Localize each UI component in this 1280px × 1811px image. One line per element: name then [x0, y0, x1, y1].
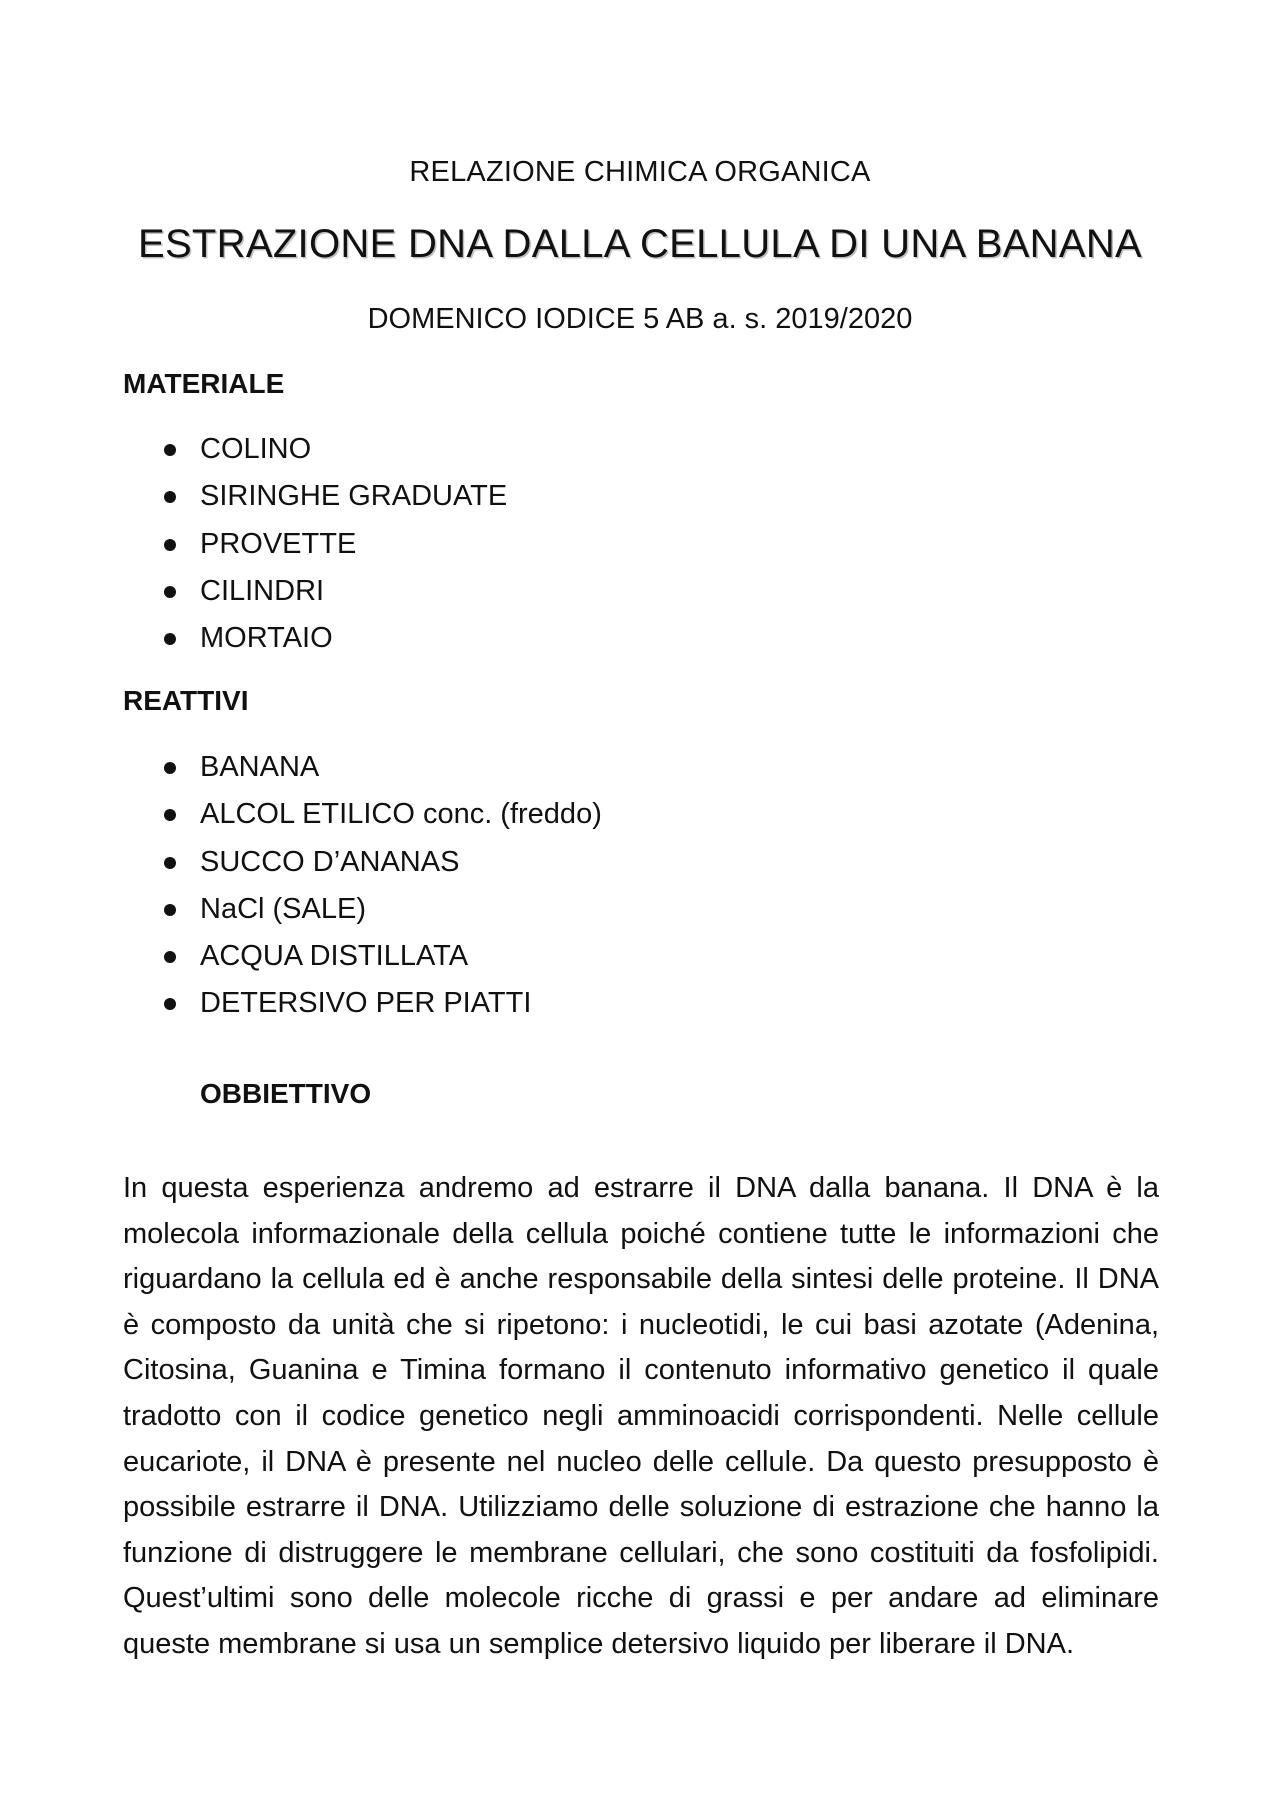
author-line: DOMENICO IODICE 5 AB a. s. 2019/2020 [367, 303, 913, 335]
bullet-icon [164, 857, 176, 869]
bullet-icon [164, 539, 176, 551]
list-item-label: PROVETTE [200, 527, 357, 560]
list-item-label: SUCCO D’ANANAS [200, 845, 460, 878]
bullet-icon [164, 951, 176, 963]
list-item-label: CILINDRI [200, 574, 325, 607]
bullet-icon [164, 444, 176, 456]
bullet-icon [164, 633, 176, 645]
document-title: ESTRAZIONE DNA DALLA CELLULA DI UNA BANANA [137, 222, 1143, 266]
bullet-icon [164, 998, 176, 1010]
list-item-label: COLINO [200, 433, 312, 465]
bullet-icon [164, 809, 176, 821]
obbiettivo-paragraph: In questa esperienza andremo ad estrarre il DNA dalla banana. Il DNA è la molecola informazionale della cellula poiché contiene tutte le informazioni che riguardano la cellula ed è anche responsabile della sintesi delle proteine. Il DNA è composto da unità che si ripetono: i nucleotidi, le cui basi azotate (Adenina, Citosina, Guanina e Timina formano il contenuto informativo genetico il quale tradotto con il codice genetico negli amminoacidi corrispondenti. Nelle cellule eucariote, il DNA è presente nel nucleo delle cellule. Da questo presupposto è possibile estrarre il DNA. Utilizziamo delle soluzione di estrazione che hanno la funzione di distruggere le membrane cellulari, che sono costituiti da fosfolipidi. Quest’ultimi sono delle molecole ricche di grassi e per andare ad eliminare queste membrane si usa un semplice detersivo liquido per liberare il DNA. [123, 1172, 1159, 1660]
document-kicker: RELAZIONE CHIMICA ORGANICA [409, 156, 871, 188]
bullet-icon [164, 586, 176, 598]
list-item-label: MORTAIO [200, 622, 333, 655]
bullet-icon [164, 904, 176, 916]
list-item-label: SIRINGHE GRADUATE [200, 480, 508, 513]
list-item-label: DETERSIVO PER PIATTI [200, 987, 532, 1020]
reattivi-heading: REATTIVI [123, 685, 249, 716]
list-item-label: NaCl (SALE) [200, 892, 366, 925]
bullet-icon [164, 491, 176, 503]
obbiettivo-heading: OBBIETTIVO [200, 1078, 372, 1109]
list-item-label: BANANA [200, 751, 320, 783]
list-item-label: ALCOL ETILICO conc. (freddo) [200, 798, 602, 831]
bullet-icon [164, 762, 176, 774]
list-item-label: ACQUA DISTILLATA [200, 940, 469, 973]
materiale-heading: MATERIALE [123, 368, 285, 399]
